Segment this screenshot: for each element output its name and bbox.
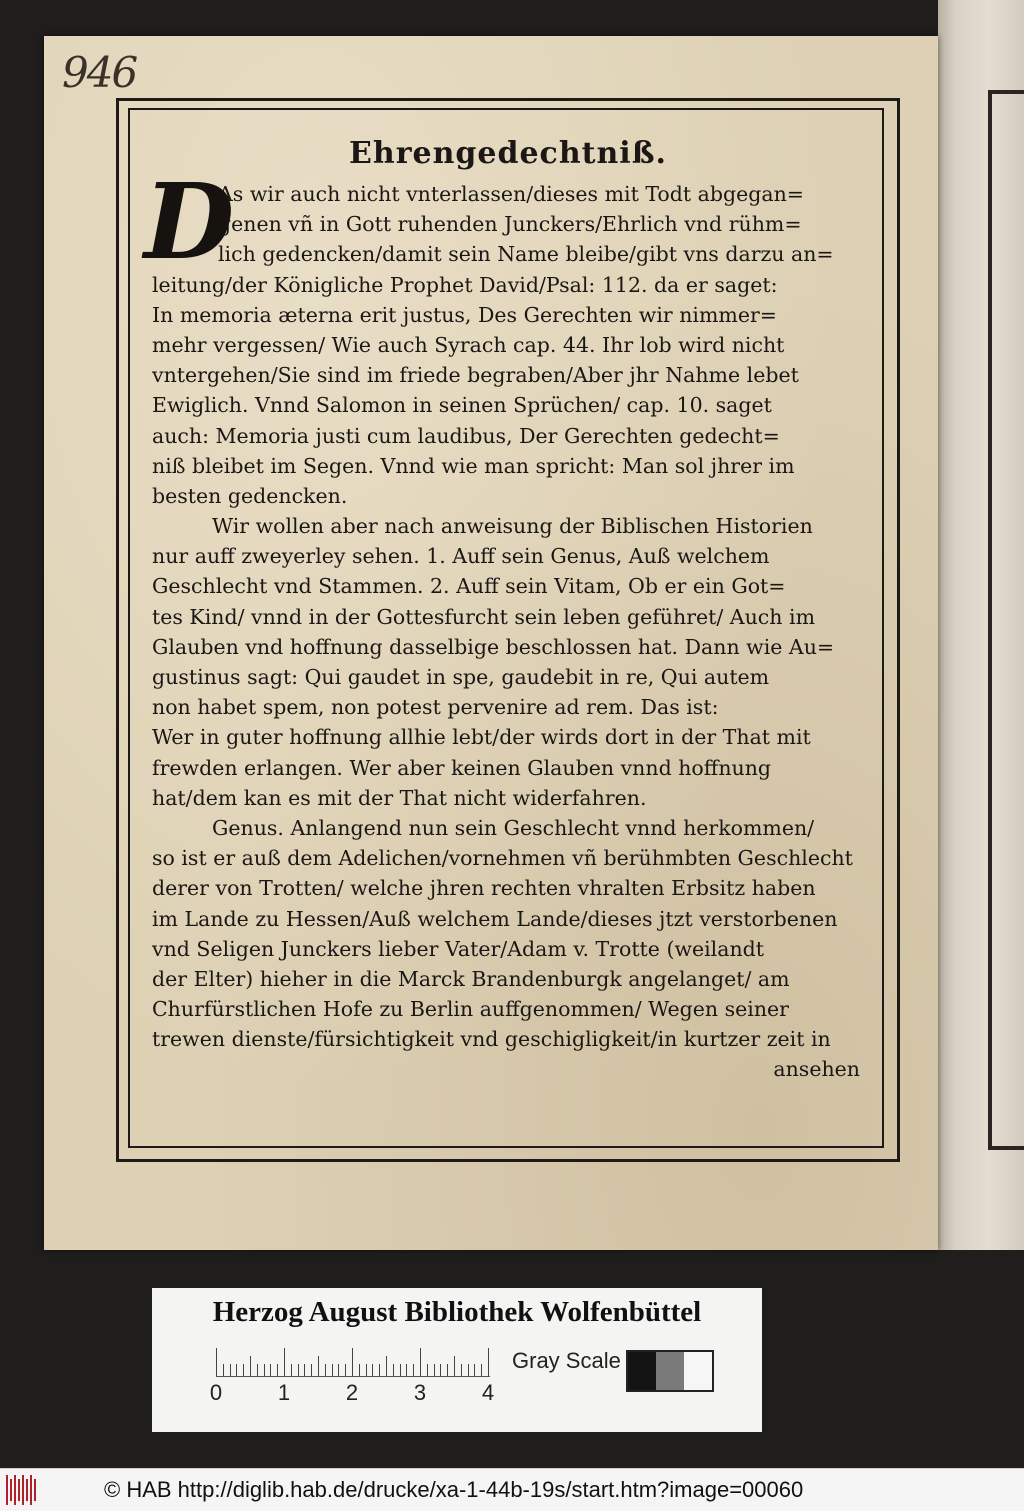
ruler-label: 4 bbox=[481, 1380, 495, 1405]
ruler-tick bbox=[366, 1364, 367, 1376]
ruler-tick bbox=[236, 1364, 237, 1376]
ruler-tick bbox=[440, 1364, 441, 1376]
ruler-tick bbox=[230, 1364, 231, 1376]
catchword: ansehen bbox=[773, 1057, 860, 1082]
scale-ruler bbox=[216, 1348, 490, 1377]
gray-swatch bbox=[656, 1352, 684, 1390]
ruler-tick bbox=[400, 1364, 401, 1376]
text-line: vnd Seligen Junckers lieber Vater/Adam v. Trotte (weilandt bbox=[152, 936, 765, 961]
ruler-tick bbox=[318, 1356, 319, 1376]
ruler-tick bbox=[481, 1364, 482, 1376]
ruler-tick bbox=[393, 1364, 394, 1376]
adjacent-page-border-top bbox=[988, 90, 1024, 94]
ruler-tick bbox=[298, 1364, 299, 1376]
ruler-tick bbox=[447, 1364, 448, 1376]
footer-bar bbox=[0, 1468, 1024, 1511]
text-line: leitung/der Königliche Prophet David/Psal: 112. da er saget: bbox=[152, 272, 778, 297]
gray-scale-label: Gray Scale bbox=[512, 1348, 621, 1373]
ruler-tick bbox=[264, 1364, 265, 1376]
text-line: Wer in guter hoffnung allhie lebt/der wirds dort in der That mit bbox=[152, 725, 811, 750]
text-line: so ist er auß dem Adelichen/vornehmen vñ berühmbten Geschlecht bbox=[152, 846, 853, 871]
text-line: lich gedencken/damit sein Name bleibe/gibt vns darzu an= bbox=[218, 242, 834, 267]
ruler-label: 1 bbox=[277, 1380, 291, 1405]
text-line: In memoria æterna erit justus, Des Gerechten wir nimmer= bbox=[152, 302, 777, 327]
ruler-tick bbox=[345, 1364, 346, 1376]
ruler-tick bbox=[338, 1364, 339, 1376]
logo-bar bbox=[14, 1475, 16, 1505]
ruler-tick bbox=[379, 1364, 380, 1376]
text-body bbox=[152, 179, 864, 1054]
ruler-tick bbox=[406, 1364, 407, 1376]
ruler-tick bbox=[420, 1348, 421, 1376]
ruler-tick bbox=[223, 1364, 224, 1376]
logo-bar bbox=[30, 1475, 32, 1505]
text-line: Churfürstlichen Hofe zu Berlin auffgenommen/ Wegen seiner bbox=[152, 997, 789, 1022]
text-line: hat/dem kan es mit der That nicht widerfahren. bbox=[152, 785, 647, 810]
text-line: Geschlecht vnd Stammen. 2. Auff sein Vitam, Ob er ein Got= bbox=[152, 574, 786, 599]
ruler-tick bbox=[284, 1348, 285, 1376]
ruler-tick bbox=[325, 1364, 326, 1376]
ruler-tick bbox=[291, 1364, 292, 1376]
adjacent-page-border-bottom bbox=[988, 1146, 1024, 1150]
paragraph bbox=[152, 813, 864, 1055]
copyright-link[interactable]: © HAB http://diglib.hab.de/drucke/xa-1-44b-19s/start.htm?image=00060 bbox=[104, 1477, 804, 1502]
library-name: Herzog August Bibliothek Wolfenbüttel bbox=[212, 1296, 702, 1328]
text-line: genen vñ in Gott ruhenden Junckers/Ehrlich vnd rühm= bbox=[218, 212, 802, 237]
gray-scale-swatches bbox=[626, 1350, 714, 1392]
text-line: Genus. Anlangend nun sein Geschlecht vnnd herkommen/ bbox=[212, 815, 815, 840]
gray-swatch bbox=[628, 1352, 656, 1390]
ruler-tick bbox=[270, 1364, 271, 1376]
ruler-label: 0 bbox=[209, 1380, 223, 1405]
ruler-tick bbox=[427, 1364, 428, 1376]
ruler-tick bbox=[216, 1348, 217, 1376]
text-line: frewden erlangen. Wer aber keinen Glauben vnnd hoffnung bbox=[152, 755, 772, 780]
page-title: Ehrengedechtniß. bbox=[349, 136, 667, 171]
logo-bar bbox=[18, 1479, 20, 1501]
ruler-tick bbox=[277, 1364, 278, 1376]
text-line: auch: Memoria justi cum laudibus, Der Gerechten gedecht= bbox=[152, 423, 780, 448]
adjacent-page-border bbox=[988, 90, 992, 1150]
text-line: derer von Trotten/ welche jhren rechten vhralten Erbsitz haben bbox=[152, 876, 816, 901]
ruler-tick bbox=[434, 1364, 435, 1376]
logo-bar bbox=[34, 1479, 36, 1501]
text-line: nur auff zweyerley sehen. 1. Auff sein Genus, Auß welchem bbox=[152, 544, 770, 569]
text-line: vntergehen/Sie sind im friede begraben/Aber jhr Nahme lebet bbox=[152, 363, 799, 388]
ruler-tick bbox=[352, 1348, 353, 1376]
ruler-tick bbox=[468, 1364, 469, 1376]
adjacent-page bbox=[938, 0, 1024, 1250]
ruler-label: 2 bbox=[345, 1380, 359, 1405]
ruler-tick bbox=[311, 1364, 312, 1376]
gray-swatch bbox=[684, 1352, 712, 1390]
text-line: gustinus sagt: Qui gaudet in spe, gaudebit in re, Qui autem bbox=[152, 665, 770, 689]
ruler-tick bbox=[359, 1364, 360, 1376]
ruler-tick bbox=[332, 1364, 333, 1376]
text-line: Wir wollen aber nach anweisung der Biblischen Historien bbox=[212, 514, 813, 539]
ruler-tick bbox=[488, 1348, 489, 1376]
text-line: im Lande zu Hessen/Auß welchem Lande/dieses jtzt verstorbenen bbox=[152, 906, 838, 931]
drop-cap: D bbox=[144, 160, 235, 283]
logo-bar bbox=[22, 1475, 24, 1505]
ruler-tick bbox=[372, 1364, 373, 1376]
text-line: mehr vergessen/ Wie auch Syrach cap. 44. Ihr lob wird nicht bbox=[152, 332, 785, 357]
ruler-label: 3 bbox=[413, 1380, 427, 1405]
text-line: tes Kind/ vnnd in der Gottesfurcht sein leben geführet/ Auch im bbox=[152, 604, 816, 629]
logo-bar bbox=[26, 1479, 28, 1501]
ruler-tick bbox=[304, 1364, 305, 1376]
page-text bbox=[144, 124, 864, 1085]
ruler-tick bbox=[386, 1356, 387, 1376]
scanned-page bbox=[44, 36, 938, 1250]
text-line: As wir auch nicht vnterlassen/dieses mit Todt abgegan= bbox=[218, 182, 804, 206]
text-line: besten gedencken. bbox=[152, 483, 348, 508]
logo-bar bbox=[6, 1475, 8, 1505]
text-line: non habet spem, non potest pervenire ad rem. Das ist: bbox=[152, 695, 719, 720]
text-line: niß bleibet im Segen. Vnnd wie man spricht: Man sol jhrer im bbox=[152, 453, 795, 478]
text-line: der Elter) hieher in die Marck Brandenburgk angelanget/ am bbox=[152, 966, 790, 991]
ruler-tick bbox=[413, 1364, 414, 1376]
text-line: Ewiglich. Vnnd Salomon in seinen Sprüchen/ cap. 10. saget bbox=[152, 393, 772, 418]
text-line: trewen dienste/fürsichtigkeit vnd geschigligkeit/in kurtzer zeit in bbox=[152, 1027, 831, 1052]
paragraph bbox=[152, 179, 864, 511]
ruler-tick bbox=[454, 1356, 455, 1376]
scale-ruler-labels bbox=[206, 1380, 506, 1408]
ruler-tick bbox=[474, 1364, 475, 1376]
ruler-tick bbox=[461, 1364, 462, 1376]
paragraph bbox=[152, 511, 864, 813]
logo-bar bbox=[10, 1479, 12, 1501]
ruler-tick bbox=[243, 1364, 244, 1376]
hab-logo-icon bbox=[6, 1475, 40, 1505]
ruler-tick bbox=[257, 1364, 258, 1376]
ruler-tick bbox=[250, 1356, 251, 1376]
folio-number: 946 bbox=[62, 48, 137, 97]
text-line: Glauben vnd hoffnung dasselbige beschlossen hat. Dann wie Au= bbox=[152, 634, 835, 659]
calibration-card bbox=[152, 1288, 762, 1432]
